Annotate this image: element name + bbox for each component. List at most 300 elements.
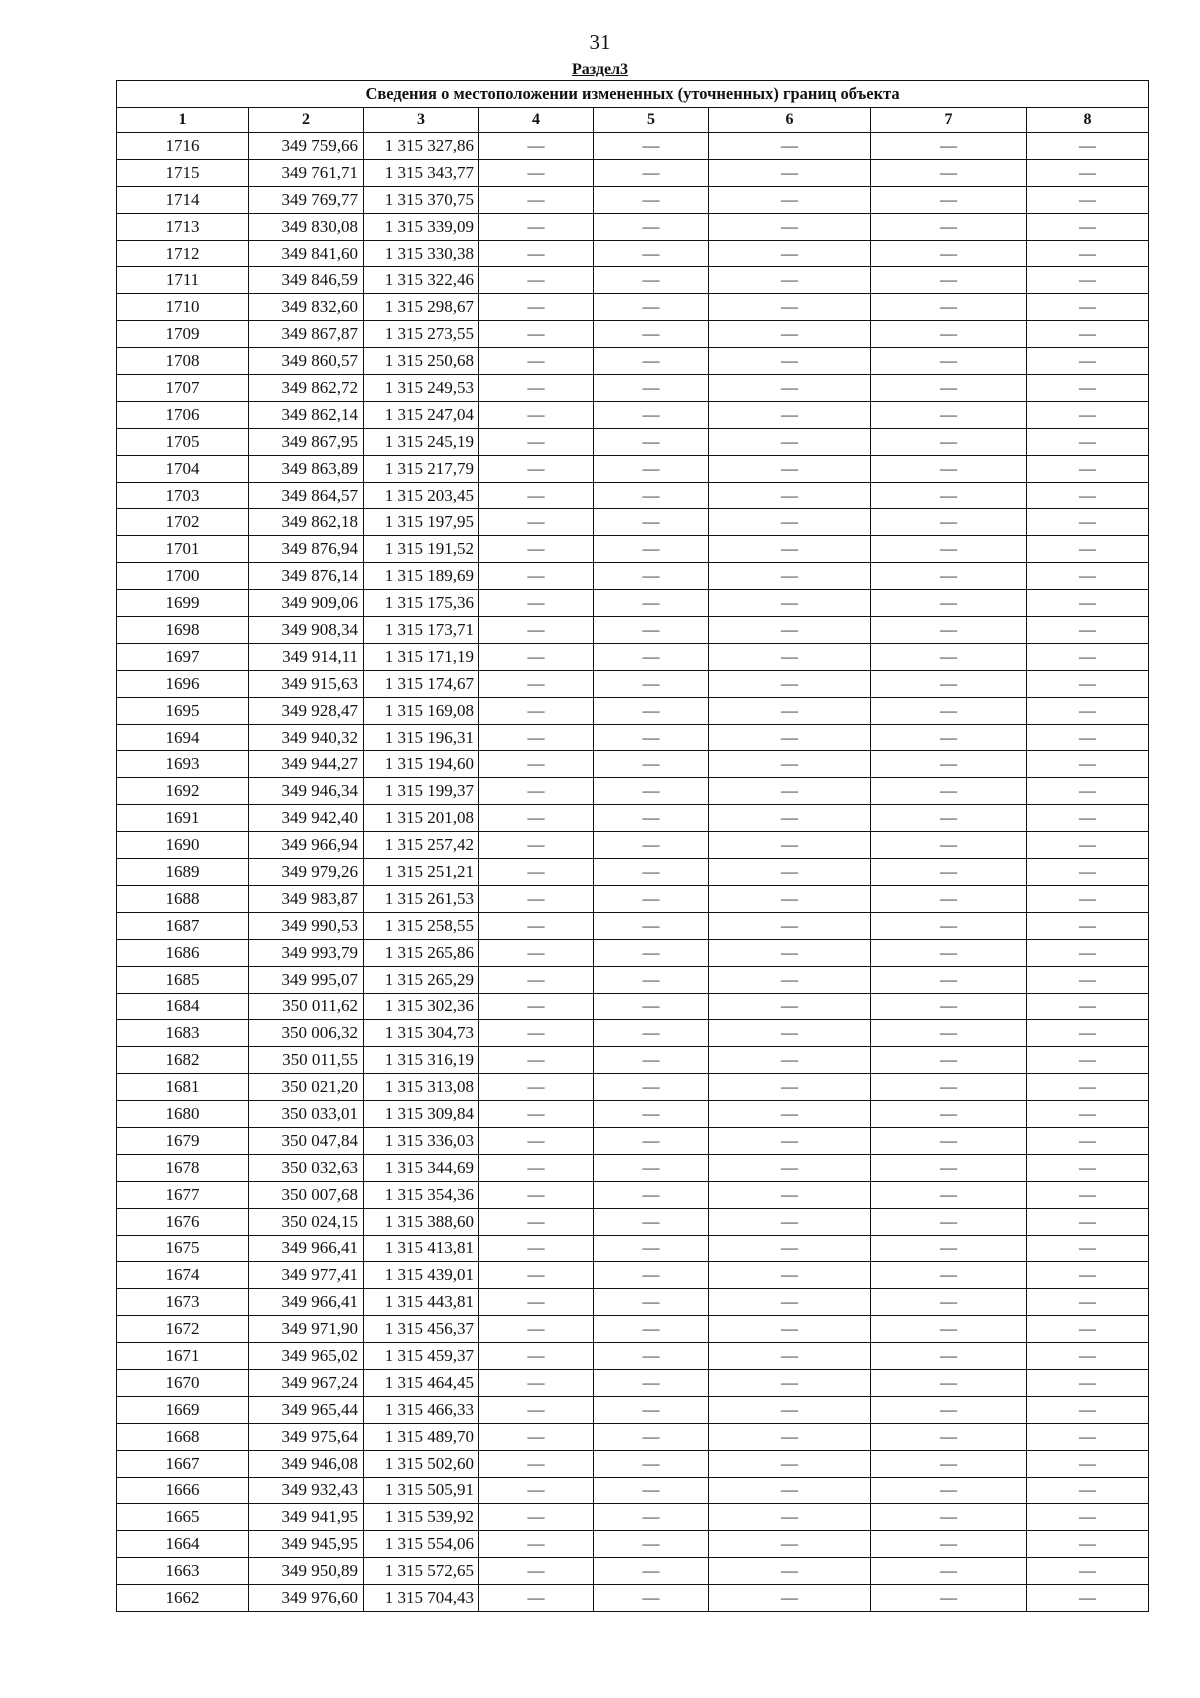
empty-value-dash-cell: — xyxy=(709,1262,871,1289)
empty-value-dash-cell: — xyxy=(709,482,871,509)
point-number-cell: 1713 xyxy=(117,213,249,240)
empty-value-dash-cell: — xyxy=(594,751,709,778)
y-coordinate-cell: 1 315 464,45 xyxy=(364,1369,479,1396)
y-coordinate-cell: 1 315 196,31 xyxy=(364,724,479,751)
empty-value-dash-cell: — xyxy=(709,428,871,455)
table-row xyxy=(117,186,1149,213)
empty-value-dash-cell: — xyxy=(871,643,1027,670)
x-coordinate-cell: 349 876,94 xyxy=(249,536,364,563)
empty-value-dash-cell: — xyxy=(479,1289,594,1316)
point-number-cell: 1674 xyxy=(117,1262,249,1289)
x-coordinate-cell: 349 908,34 xyxy=(249,617,364,644)
empty-value-dash-cell: — xyxy=(871,1423,1027,1450)
empty-value-dash-cell: — xyxy=(1027,1504,1149,1531)
empty-value-dash-cell: — xyxy=(479,778,594,805)
empty-value-dash-cell: — xyxy=(1027,240,1149,267)
empty-value-dash-cell: — xyxy=(594,670,709,697)
empty-value-dash-cell: — xyxy=(709,1208,871,1235)
empty-value-dash-cell: — xyxy=(1027,186,1149,213)
table-row xyxy=(117,912,1149,939)
point-number-cell: 1671 xyxy=(117,1343,249,1370)
empty-value-dash-cell: — xyxy=(479,1396,594,1423)
empty-value-dash-cell: — xyxy=(709,1235,871,1262)
empty-value-dash-cell: — xyxy=(709,1343,871,1370)
empty-value-dash-cell: — xyxy=(871,401,1027,428)
table-row xyxy=(117,1074,1149,1101)
empty-value-dash-cell: — xyxy=(709,859,871,886)
empty-value-dash-cell: — xyxy=(1027,348,1149,375)
empty-value-dash-cell: — xyxy=(1027,267,1149,294)
empty-value-dash-cell: — xyxy=(594,133,709,160)
x-coordinate-cell: 350 011,55 xyxy=(249,1047,364,1074)
empty-value-dash-cell: — xyxy=(1027,751,1149,778)
x-coordinate-cell: 349 966,94 xyxy=(249,832,364,859)
x-coordinate-cell: 349 876,14 xyxy=(249,563,364,590)
x-coordinate-cell: 350 033,01 xyxy=(249,1101,364,1128)
empty-value-dash-cell: — xyxy=(479,482,594,509)
empty-value-dash-cell: — xyxy=(709,778,871,805)
empty-value-dash-cell: — xyxy=(1027,590,1149,617)
point-number-cell: 1707 xyxy=(117,375,249,402)
empty-value-dash-cell: — xyxy=(871,1127,1027,1154)
table-row xyxy=(117,617,1149,644)
empty-value-dash-cell: — xyxy=(479,1504,594,1531)
boundary-coordinates-table xyxy=(116,80,1149,1612)
x-coordinate-cell: 349 945,95 xyxy=(249,1531,364,1558)
empty-value-dash-cell: — xyxy=(709,1154,871,1181)
y-coordinate-cell: 1 315 388,60 xyxy=(364,1208,479,1235)
empty-value-dash-cell: — xyxy=(1027,213,1149,240)
empty-value-dash-cell: — xyxy=(709,939,871,966)
x-coordinate-cell: 350 032,63 xyxy=(249,1154,364,1181)
empty-value-dash-cell: — xyxy=(871,455,1027,482)
empty-value-dash-cell: — xyxy=(1027,401,1149,428)
table-row xyxy=(117,1316,1149,1343)
table-row xyxy=(117,1531,1149,1558)
table-row xyxy=(117,240,1149,267)
x-coordinate-cell: 349 862,72 xyxy=(249,375,364,402)
y-coordinate-cell: 1 315 443,81 xyxy=(364,1289,479,1316)
x-coordinate-cell: 349 867,95 xyxy=(249,428,364,455)
table-row xyxy=(117,1047,1149,1074)
empty-value-dash-cell: — xyxy=(1027,428,1149,455)
point-number-cell: 1699 xyxy=(117,590,249,617)
x-coordinate-cell: 349 977,41 xyxy=(249,1262,364,1289)
empty-value-dash-cell: — xyxy=(594,832,709,859)
table-row xyxy=(117,294,1149,321)
x-coordinate-cell: 349 993,79 xyxy=(249,939,364,966)
y-coordinate-cell: 1 315 327,86 xyxy=(364,133,479,160)
empty-value-dash-cell: — xyxy=(871,1477,1027,1504)
empty-value-dash-cell: — xyxy=(709,1396,871,1423)
x-coordinate-cell: 350 011,62 xyxy=(249,993,364,1020)
point-number-cell: 1716 xyxy=(117,133,249,160)
empty-value-dash-cell: — xyxy=(594,1558,709,1585)
empty-value-dash-cell: — xyxy=(594,240,709,267)
point-number-cell: 1711 xyxy=(117,267,249,294)
y-coordinate-cell: 1 315 298,67 xyxy=(364,294,479,321)
empty-value-dash-cell: — xyxy=(1027,455,1149,482)
point-number-cell: 1672 xyxy=(117,1316,249,1343)
empty-value-dash-cell: — xyxy=(709,267,871,294)
empty-value-dash-cell: — xyxy=(1027,133,1149,160)
empty-value-dash-cell: — xyxy=(871,939,1027,966)
empty-value-dash-cell: — xyxy=(709,186,871,213)
empty-value-dash-cell: — xyxy=(709,832,871,859)
x-coordinate-cell: 349 759,66 xyxy=(249,133,364,160)
empty-value-dash-cell: — xyxy=(1027,1289,1149,1316)
column-header: 3 xyxy=(364,108,479,133)
empty-value-dash-cell: — xyxy=(1027,617,1149,644)
empty-value-dash-cell: — xyxy=(871,805,1027,832)
empty-value-dash-cell: — xyxy=(709,1423,871,1450)
empty-value-dash-cell: — xyxy=(479,563,594,590)
point-number-cell: 1701 xyxy=(117,536,249,563)
point-number-cell: 1665 xyxy=(117,1504,249,1531)
empty-value-dash-cell: — xyxy=(709,159,871,186)
empty-value-dash-cell: — xyxy=(479,1343,594,1370)
empty-value-dash-cell: — xyxy=(709,294,871,321)
empty-value-dash-cell: — xyxy=(479,1262,594,1289)
table-row xyxy=(117,1208,1149,1235)
empty-value-dash-cell: — xyxy=(1027,885,1149,912)
y-coordinate-cell: 1 315 191,52 xyxy=(364,536,479,563)
empty-value-dash-cell: — xyxy=(479,240,594,267)
point-number-cell: 1700 xyxy=(117,563,249,590)
y-coordinate-cell: 1 315 261,53 xyxy=(364,885,479,912)
x-coordinate-cell: 349 909,06 xyxy=(249,590,364,617)
empty-value-dash-cell: — xyxy=(871,294,1027,321)
table-row xyxy=(117,1181,1149,1208)
x-coordinate-cell: 349 942,40 xyxy=(249,805,364,832)
empty-value-dash-cell: — xyxy=(479,966,594,993)
table-row xyxy=(117,455,1149,482)
point-number-cell: 1706 xyxy=(117,401,249,428)
empty-value-dash-cell: — xyxy=(871,670,1027,697)
empty-value-dash-cell: — xyxy=(871,1181,1027,1208)
empty-value-dash-cell: — xyxy=(709,375,871,402)
table-row xyxy=(117,590,1149,617)
empty-value-dash-cell: — xyxy=(479,724,594,751)
empty-value-dash-cell: — xyxy=(479,1316,594,1343)
empty-value-dash-cell: — xyxy=(479,536,594,563)
column-header: 1 xyxy=(117,108,249,133)
empty-value-dash-cell: — xyxy=(871,482,1027,509)
empty-value-dash-cell: — xyxy=(1027,670,1149,697)
y-coordinate-cell: 1 315 456,37 xyxy=(364,1316,479,1343)
table-row xyxy=(117,133,1149,160)
empty-value-dash-cell: — xyxy=(479,1208,594,1235)
empty-value-dash-cell: — xyxy=(479,1369,594,1396)
table-row xyxy=(117,1585,1149,1612)
empty-value-dash-cell: — xyxy=(871,697,1027,724)
empty-value-dash-cell: — xyxy=(1027,832,1149,859)
empty-value-dash-cell: — xyxy=(871,1262,1027,1289)
empty-value-dash-cell: — xyxy=(1027,912,1149,939)
empty-value-dash-cell: — xyxy=(479,133,594,160)
x-coordinate-cell: 349 862,18 xyxy=(249,509,364,536)
empty-value-dash-cell: — xyxy=(709,724,871,751)
table-row xyxy=(117,1504,1149,1531)
empty-value-dash-cell: — xyxy=(709,1558,871,1585)
x-coordinate-cell: 350 006,32 xyxy=(249,1020,364,1047)
empty-value-dash-cell: — xyxy=(871,321,1027,348)
y-coordinate-cell: 1 315 250,68 xyxy=(364,348,479,375)
table-row xyxy=(117,966,1149,993)
empty-value-dash-cell: — xyxy=(479,1558,594,1585)
empty-value-dash-cell: — xyxy=(479,267,594,294)
empty-value-dash-cell: — xyxy=(871,1074,1027,1101)
empty-value-dash-cell: — xyxy=(1027,1154,1149,1181)
empty-value-dash-cell: — xyxy=(709,805,871,832)
empty-value-dash-cell: — xyxy=(709,321,871,348)
point-number-cell: 1693 xyxy=(117,751,249,778)
table-row xyxy=(117,859,1149,886)
x-coordinate-cell: 349 967,24 xyxy=(249,1369,364,1396)
table-row xyxy=(117,213,1149,240)
y-coordinate-cell: 1 315 174,67 xyxy=(364,670,479,697)
column-header: 5 xyxy=(594,108,709,133)
table-row xyxy=(117,1127,1149,1154)
point-number-cell: 1704 xyxy=(117,455,249,482)
table-row xyxy=(117,697,1149,724)
point-number-cell: 1712 xyxy=(117,240,249,267)
y-coordinate-cell: 1 315 169,08 xyxy=(364,697,479,724)
empty-value-dash-cell: — xyxy=(594,1343,709,1370)
point-number-cell: 1690 xyxy=(117,832,249,859)
empty-value-dash-cell: — xyxy=(479,428,594,455)
empty-value-dash-cell: — xyxy=(594,563,709,590)
y-coordinate-cell: 1 315 217,79 xyxy=(364,455,479,482)
empty-value-dash-cell: — xyxy=(709,1531,871,1558)
column-header-row xyxy=(117,108,1149,133)
empty-value-dash-cell: — xyxy=(871,348,1027,375)
empty-value-dash-cell: — xyxy=(594,455,709,482)
y-coordinate-cell: 1 315 249,53 xyxy=(364,375,479,402)
empty-value-dash-cell: — xyxy=(1027,1127,1149,1154)
empty-value-dash-cell: — xyxy=(594,428,709,455)
empty-value-dash-cell: — xyxy=(1027,1531,1149,1558)
empty-value-dash-cell: — xyxy=(594,401,709,428)
empty-value-dash-cell: — xyxy=(709,1101,871,1128)
point-number-cell: 1684 xyxy=(117,993,249,1020)
empty-value-dash-cell: — xyxy=(709,590,871,617)
empty-value-dash-cell: — xyxy=(871,1316,1027,1343)
point-number-cell: 1714 xyxy=(117,186,249,213)
table-row xyxy=(117,1101,1149,1128)
empty-value-dash-cell: — xyxy=(871,590,1027,617)
empty-value-dash-cell: — xyxy=(871,617,1027,644)
point-number-cell: 1675 xyxy=(117,1235,249,1262)
point-number-cell: 1673 xyxy=(117,1289,249,1316)
y-coordinate-cell: 1 315 466,33 xyxy=(364,1396,479,1423)
x-coordinate-cell: 350 021,20 xyxy=(249,1074,364,1101)
empty-value-dash-cell: — xyxy=(1027,375,1149,402)
y-coordinate-cell: 1 315 171,19 xyxy=(364,643,479,670)
empty-value-dash-cell: — xyxy=(594,1262,709,1289)
empty-value-dash-cell: — xyxy=(594,939,709,966)
x-coordinate-cell: 349 940,32 xyxy=(249,724,364,751)
empty-value-dash-cell: — xyxy=(594,1450,709,1477)
point-number-cell: 1679 xyxy=(117,1127,249,1154)
point-number-cell: 1663 xyxy=(117,1558,249,1585)
table-row xyxy=(117,321,1149,348)
empty-value-dash-cell: — xyxy=(479,885,594,912)
y-coordinate-cell: 1 315 313,08 xyxy=(364,1074,479,1101)
table-row xyxy=(117,993,1149,1020)
y-coordinate-cell: 1 315 439,01 xyxy=(364,1262,479,1289)
x-coordinate-cell: 350 007,68 xyxy=(249,1181,364,1208)
y-coordinate-cell: 1 315 309,84 xyxy=(364,1101,479,1128)
point-number-cell: 1676 xyxy=(117,1208,249,1235)
point-number-cell: 1708 xyxy=(117,348,249,375)
empty-value-dash-cell: — xyxy=(479,213,594,240)
point-number-cell: 1691 xyxy=(117,805,249,832)
empty-value-dash-cell: — xyxy=(871,159,1027,186)
y-coordinate-cell: 1 315 265,29 xyxy=(364,966,479,993)
point-number-cell: 1683 xyxy=(117,1020,249,1047)
empty-value-dash-cell: — xyxy=(594,885,709,912)
empty-value-dash-cell: — xyxy=(594,321,709,348)
empty-value-dash-cell: — xyxy=(594,912,709,939)
empty-value-dash-cell: — xyxy=(594,1235,709,1262)
point-number-cell: 1669 xyxy=(117,1396,249,1423)
empty-value-dash-cell: — xyxy=(709,563,871,590)
empty-value-dash-cell: — xyxy=(871,859,1027,886)
table-row xyxy=(117,159,1149,186)
table-row xyxy=(117,1477,1149,1504)
empty-value-dash-cell: — xyxy=(594,1316,709,1343)
point-number-cell: 1689 xyxy=(117,859,249,886)
table-row xyxy=(117,643,1149,670)
table-row xyxy=(117,401,1149,428)
empty-value-dash-cell: — xyxy=(871,778,1027,805)
empty-value-dash-cell: — xyxy=(709,1450,871,1477)
empty-value-dash-cell: — xyxy=(1027,1585,1149,1612)
y-coordinate-cell: 1 315 273,55 xyxy=(364,321,479,348)
x-coordinate-cell: 349 966,41 xyxy=(249,1289,364,1316)
empty-value-dash-cell: — xyxy=(871,1504,1027,1531)
empty-value-dash-cell: — xyxy=(594,509,709,536)
empty-value-dash-cell: — xyxy=(871,133,1027,160)
empty-value-dash-cell: — xyxy=(1027,1423,1149,1450)
table-caption-row xyxy=(117,81,1149,108)
table-row xyxy=(117,670,1149,697)
empty-value-dash-cell: — xyxy=(709,912,871,939)
empty-value-dash-cell: — xyxy=(594,482,709,509)
empty-value-dash-cell: — xyxy=(594,213,709,240)
x-coordinate-cell: 349 841,60 xyxy=(249,240,364,267)
point-number-cell: 1668 xyxy=(117,1423,249,1450)
y-coordinate-cell: 1 315 505,91 xyxy=(364,1477,479,1504)
empty-value-dash-cell: — xyxy=(871,832,1027,859)
empty-value-dash-cell: — xyxy=(1027,1181,1149,1208)
empty-value-dash-cell: — xyxy=(479,1181,594,1208)
point-number-cell: 1715 xyxy=(117,159,249,186)
y-coordinate-cell: 1 315 459,37 xyxy=(364,1343,479,1370)
column-header: 4 xyxy=(479,108,594,133)
empty-value-dash-cell: — xyxy=(1027,1369,1149,1396)
table-row xyxy=(117,1235,1149,1262)
empty-value-dash-cell: — xyxy=(871,1289,1027,1316)
x-coordinate-cell: 349 769,77 xyxy=(249,186,364,213)
empty-value-dash-cell: — xyxy=(1027,1020,1149,1047)
empty-value-dash-cell: — xyxy=(1027,1558,1149,1585)
empty-value-dash-cell: — xyxy=(479,1074,594,1101)
y-coordinate-cell: 1 315 173,71 xyxy=(364,617,479,644)
empty-value-dash-cell: — xyxy=(871,186,1027,213)
empty-value-dash-cell: — xyxy=(871,1343,1027,1370)
empty-value-dash-cell: — xyxy=(479,321,594,348)
table-body xyxy=(117,133,1149,1612)
empty-value-dash-cell: — xyxy=(709,213,871,240)
empty-value-dash-cell: — xyxy=(479,455,594,482)
empty-value-dash-cell: — xyxy=(594,1504,709,1531)
empty-value-dash-cell: — xyxy=(709,617,871,644)
x-coordinate-cell: 349 944,27 xyxy=(249,751,364,778)
empty-value-dash-cell: — xyxy=(709,240,871,267)
empty-value-dash-cell: — xyxy=(594,1289,709,1316)
empty-value-dash-cell: — xyxy=(479,186,594,213)
table-row xyxy=(117,832,1149,859)
table-row xyxy=(117,348,1149,375)
point-number-cell: 1687 xyxy=(117,912,249,939)
empty-value-dash-cell: — xyxy=(871,993,1027,1020)
y-coordinate-cell: 1 315 502,60 xyxy=(364,1450,479,1477)
x-coordinate-cell: 349 941,95 xyxy=(249,1504,364,1531)
y-coordinate-cell: 1 315 257,42 xyxy=(364,832,479,859)
empty-value-dash-cell: — xyxy=(709,697,871,724)
x-coordinate-cell: 349 832,60 xyxy=(249,294,364,321)
y-coordinate-cell: 1 315 245,19 xyxy=(364,428,479,455)
empty-value-dash-cell: — xyxy=(1027,1047,1149,1074)
empty-value-dash-cell: — xyxy=(709,1020,871,1047)
empty-value-dash-cell: — xyxy=(479,294,594,321)
empty-value-dash-cell: — xyxy=(871,213,1027,240)
point-number-cell: 1692 xyxy=(117,778,249,805)
empty-value-dash-cell: — xyxy=(479,751,594,778)
empty-value-dash-cell: — xyxy=(479,509,594,536)
empty-value-dash-cell: — xyxy=(479,590,594,617)
x-coordinate-cell: 349 915,63 xyxy=(249,670,364,697)
point-number-cell: 1666 xyxy=(117,1477,249,1504)
x-coordinate-cell: 350 024,15 xyxy=(249,1208,364,1235)
y-coordinate-cell: 1 315 316,19 xyxy=(364,1047,479,1074)
empty-value-dash-cell: — xyxy=(1027,1208,1149,1235)
y-coordinate-cell: 1 315 265,86 xyxy=(364,939,479,966)
y-coordinate-cell: 1 315 251,21 xyxy=(364,859,479,886)
empty-value-dash-cell: — xyxy=(871,375,1027,402)
empty-value-dash-cell: — xyxy=(594,1423,709,1450)
point-number-cell: 1680 xyxy=(117,1101,249,1128)
empty-value-dash-cell: — xyxy=(709,643,871,670)
empty-value-dash-cell: — xyxy=(871,1558,1027,1585)
empty-value-dash-cell: — xyxy=(479,1047,594,1074)
empty-value-dash-cell: — xyxy=(594,536,709,563)
point-number-cell: 1710 xyxy=(117,294,249,321)
y-coordinate-cell: 1 315 572,65 xyxy=(364,1558,479,1585)
y-coordinate-cell: 1 315 304,73 xyxy=(364,1020,479,1047)
y-coordinate-cell: 1 315 704,43 xyxy=(364,1585,479,1612)
x-coordinate-cell: 349 946,08 xyxy=(249,1450,364,1477)
x-coordinate-cell: 349 860,57 xyxy=(249,348,364,375)
y-coordinate-cell: 1 315 175,36 xyxy=(364,590,479,617)
x-coordinate-cell: 349 864,57 xyxy=(249,482,364,509)
empty-value-dash-cell: — xyxy=(479,859,594,886)
table-row xyxy=(117,1369,1149,1396)
empty-value-dash-cell: — xyxy=(709,1585,871,1612)
x-coordinate-cell: 349 950,89 xyxy=(249,1558,364,1585)
